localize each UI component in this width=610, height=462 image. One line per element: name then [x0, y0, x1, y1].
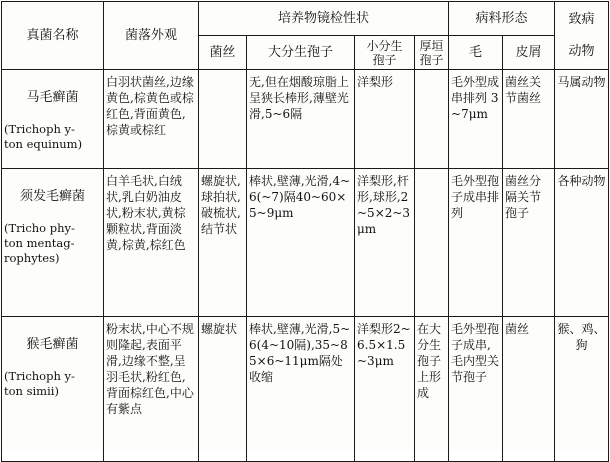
fungus-name-cell — [2, 317, 104, 462]
header-colony: 菌落外观 — [104, 2, 199, 70]
hair-text: 毛外型孢子成串,毛内型关节孢子 — [451, 322, 500, 384]
fungus-name-cn: 马毛癣菌 — [26, 90, 79, 105]
animals-cell — [555, 317, 609, 462]
fungus-table — [1, 1, 609, 462]
header-thick-spores: 厚垣 孢子 — [415, 36, 449, 70]
microconidia-cell — [355, 169, 415, 317]
colony-cell — [104, 169, 199, 317]
microconidia-text: 洋梨形,杆形,球形,2~5×2~3μm — [357, 174, 411, 236]
microconidia-text: 洋梨形2~6.5×1.5~3μm — [357, 322, 411, 368]
header-hyphae: 菌丝 — [199, 36, 247, 70]
hyphae-cell — [199, 70, 247, 169]
header-macroconidia: 大分生孢子 — [247, 36, 355, 70]
thick-spores-text — [417, 169, 446, 173]
fungus-name-cn: 猴毛癣菌 — [26, 337, 79, 352]
animals-text: 马属动物 — [557, 75, 606, 89]
colony-text: 白羊毛状,白绒状,乳白奶油皮状,粉末状,黄棕颗粒状,背面淡黄,棕黄,棕红色 — [106, 174, 186, 252]
header-pathogenic-animals: 致病 动物 — [555, 2, 609, 70]
fungus-name-latin: (Tricho phy- ton mentag- rophytes) — [4, 221, 75, 265]
animals-text: 各种动物 — [557, 174, 606, 188]
macroconidia-text: 棒状,壁薄,光滑,5~6(4~10隔),35~85×6~11μm隔处收缩 — [249, 322, 351, 384]
microconidia-cell — [355, 317, 415, 462]
thick-spores-cell — [415, 169, 449, 317]
header-culture-group: 培养物镜检性状 — [199, 2, 449, 36]
thick-spores-cell — [415, 70, 449, 169]
hair-cell — [449, 169, 503, 317]
microconidia-text: 洋梨形 — [357, 75, 394, 89]
skin-cell — [503, 169, 555, 317]
colony-cell — [104, 317, 199, 462]
hyphae-text: 螺旋状,球拍状,破梳状,结节状 — [201, 174, 241, 236]
thick-spores-text — [417, 70, 446, 74]
hyphae-text: 螺旋状 — [201, 322, 238, 336]
colony-text: 粉末状,中心不规则隆起,表面平滑,边缘不整,呈羽毛状,粉红色,背面棕红色,中心有紫点 — [106, 322, 194, 416]
macroconidia-text: 棒状,壁薄,光滑,4~6(~7)隔40~60×5~9μm — [249, 174, 351, 220]
fungus-name-cell — [2, 169, 104, 317]
colony-text: 白羽状菌丝,边缘黄色,棕黄色或棕红色,背面黄色,棕黄或棕红 — [106, 75, 194, 137]
fungus-name-latin: (Trichoph y- ton equinum) — [4, 122, 83, 151]
table-row — [2, 317, 609, 462]
colony-cell — [104, 70, 199, 169]
hair-cell — [449, 70, 503, 169]
hair-text: 毛外型孢子成串排列 — [451, 174, 500, 220]
animals-cell — [555, 70, 609, 169]
header-skin: 皮屑 — [503, 36, 555, 70]
microconidia-cell — [355, 70, 415, 169]
macroconidia-cell — [247, 317, 355, 462]
hair-text: 毛外型成串排列 3~7μm — [451, 75, 500, 121]
header-fungus-name: 真菌名称 — [2, 2, 104, 70]
thick-spores-text: 在大分生孢子上形成 — [417, 322, 442, 400]
macroconidia-cell — [247, 70, 355, 169]
skin-text: 菌丝关节菌丝 — [505, 75, 542, 105]
hyphae-text — [201, 70, 244, 74]
hyphae-cell — [199, 169, 247, 317]
header-hair: 毛 — [449, 36, 503, 70]
macroconidia-text: 无,但在烟酸琼脂上呈狭长棒形,薄壁光滑,5~6隔 — [249, 75, 349, 121]
macroconidia-cell — [247, 169, 355, 317]
table-row — [2, 70, 609, 169]
hyphae-cell — [199, 317, 247, 462]
skin-cell — [503, 317, 555, 462]
fungus-name-cell — [2, 70, 104, 169]
header-pathology-group: 病料形态 — [449, 2, 555, 36]
fungus-name-latin: (Trichoph y- ton simii) — [4, 369, 75, 398]
fungus-name-cn: 须发毛癣菌 — [19, 189, 85, 204]
table-row — [2, 169, 609, 317]
thick-spores-cell — [415, 317, 449, 462]
animals-text: 猴、鸡、狗 — [557, 322, 606, 352]
animals-cell — [555, 169, 609, 317]
hair-cell — [449, 317, 503, 462]
header-microconidia: 小分生 孢子 — [355, 36, 415, 70]
skin-cell — [503, 70, 555, 169]
skin-text: 菌丝分隔关节孢子 — [505, 174, 542, 220]
skin-text: 菌丝 — [505, 322, 530, 336]
